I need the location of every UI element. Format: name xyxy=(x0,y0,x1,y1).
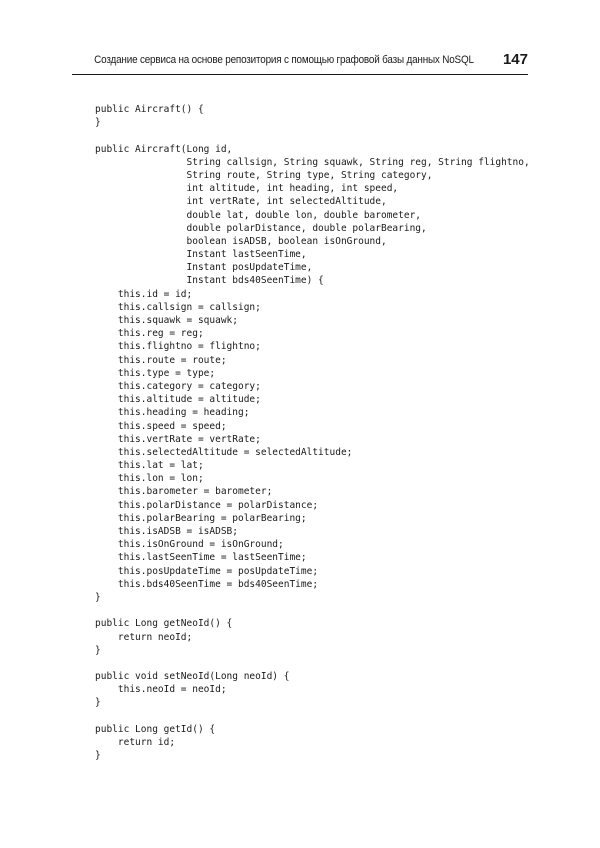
code-line: public Long getNeoId() { xyxy=(95,618,233,630)
code-line: this.isOnGround = isOnGround; xyxy=(95,539,284,551)
code-line: } xyxy=(95,591,101,603)
code-line: return id; xyxy=(95,737,176,748)
code-line: this.type = type; xyxy=(95,367,216,379)
code-line: this.callsign = callsign; xyxy=(95,301,261,313)
code-line xyxy=(95,604,530,617)
code-line: this.route = route; xyxy=(95,354,227,366)
page-header xyxy=(72,50,528,75)
running-title: Создание сервиса на основе репозитория с помощью графовой базы данных NoSQL xyxy=(94,54,474,66)
code-line: Instant bds40SeenTime) { xyxy=(95,275,324,287)
code-line: this.polarBearing = polarBearing; xyxy=(95,512,307,524)
code-line: this.category = category; xyxy=(95,380,261,392)
code-line xyxy=(95,129,530,142)
code-listing xyxy=(95,103,530,762)
code-line: this.lastSeenTime = lastSeenTime; xyxy=(95,552,307,564)
code-line: double polarDistance, double polarBearing, xyxy=(95,222,427,234)
code-line: int altitude, int heading, int speed, xyxy=(95,183,399,195)
code-line: this.reg = reg; xyxy=(95,328,204,340)
code-line: public Aircraft() { xyxy=(95,104,204,115)
code-line: this.altitude = altitude; xyxy=(95,394,261,406)
code-line: } xyxy=(95,750,101,762)
code-line: int vertRate, int selectedAltitude, xyxy=(95,196,387,208)
code-line: public void setNeoId(Long neoId) { xyxy=(95,671,290,683)
code-line: Instant posUpdateTime, xyxy=(95,262,313,274)
code-line: this.selectedAltitude = selectedAltitude; xyxy=(95,446,353,458)
code-line: this.speed = speed; xyxy=(95,420,227,432)
code-line: } xyxy=(95,697,101,709)
code-line: this.isADSB = isADSB; xyxy=(95,526,238,537)
code-line: String route, String type, String category, xyxy=(95,169,433,181)
code-line: Instant lastSeenTime, xyxy=(95,249,307,261)
code-line: this.lon = lon; xyxy=(95,473,204,485)
code-line: this.id = id; xyxy=(95,288,193,300)
page-number: 147 xyxy=(502,51,528,68)
code-line xyxy=(95,710,530,723)
code-line: this.bds40SeenTime = bds40SeenTime; xyxy=(95,578,319,590)
code-line: this.vertRate = vertRate; xyxy=(95,433,261,445)
code-line: this.neoId = neoId; xyxy=(95,684,227,696)
code-line: double lat, double lon, double barometer, xyxy=(95,209,422,221)
code-line: this.polarDistance = polarDistance; xyxy=(95,499,319,511)
code-line: public Aircraft(Long id, xyxy=(95,143,233,155)
code-line: this.posUpdateTime = posUpdateTime; xyxy=(95,565,319,577)
code-line: } xyxy=(95,644,101,656)
code-line: this.squawk = squawk; xyxy=(95,315,238,326)
code-line xyxy=(95,657,530,670)
code-line: boolean isADSB, boolean isOnGround, xyxy=(95,235,387,247)
code-line: this.barometer = barometer; xyxy=(95,486,273,498)
code-line: String callsign, String squawk, String reg, String flightno, xyxy=(95,156,530,168)
code-line: return neoId; xyxy=(95,631,193,643)
code-line: this.lat = lat; xyxy=(95,460,204,472)
code-line: this.flightno = flightno; xyxy=(95,341,261,353)
code-line: } xyxy=(95,117,101,129)
code-line: public Long getId() { xyxy=(95,723,216,735)
code-line: this.heading = heading; xyxy=(95,407,250,419)
